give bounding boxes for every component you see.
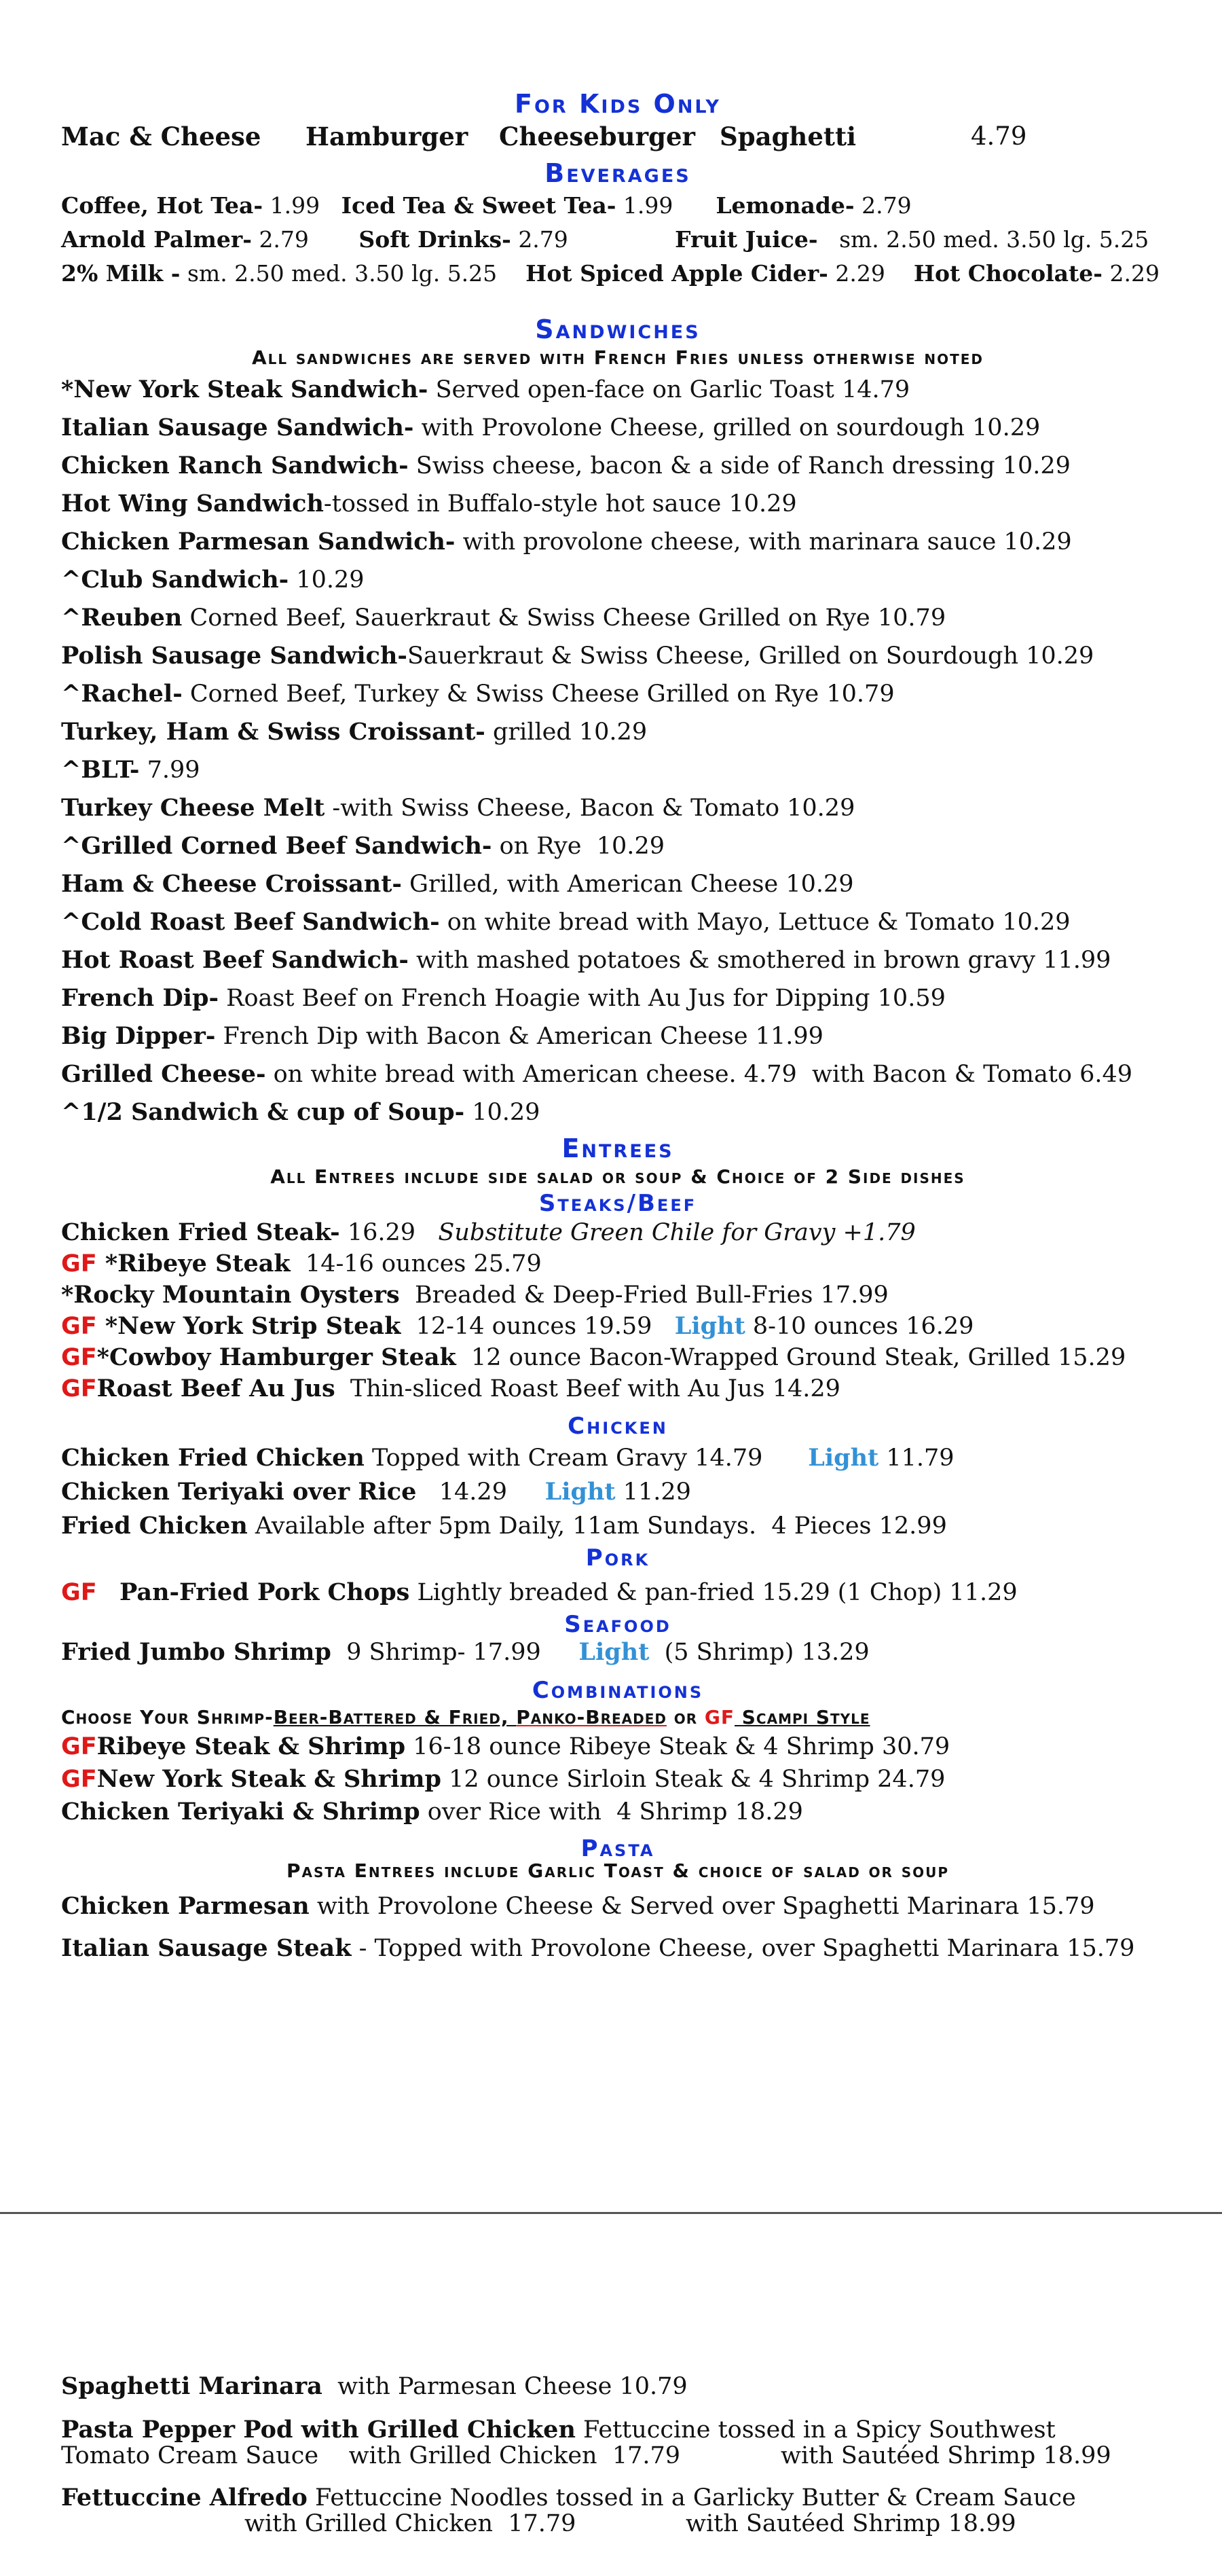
- sandwich-list: [61, 371, 1174, 1131]
- steak-list: [61, 1217, 1174, 1404]
- item-desc: -tossed in Buffalo-style hot sauce 10.29: [323, 490, 797, 518]
- beverages-heading: Beverages: [544, 158, 691, 188]
- item-desc: Swiss cheese, bacon & a side of Ranch dressing 10.29: [408, 452, 1071, 479]
- item-name: Chicken Ranch Sandwich-: [61, 452, 409, 479]
- menu-item: [61, 1055, 1174, 1093]
- item-desc: French Dip with Bacon & American Cheese 11.99: [215, 1023, 823, 1050]
- menu-page-1: [61, 88, 1174, 1970]
- menu-item: [61, 409, 1174, 447]
- menu-item: [61, 1248, 1174, 1280]
- menu-item: [61, 1311, 1174, 1342]
- menu-item: [61, 789, 1174, 827]
- item-desc: Sauerkraut & Swiss Cheese, Grilled on Sourdough 10.29: [407, 642, 1094, 670]
- item-note: Substitute Green Chile for Gravy +1.79: [438, 1219, 916, 1246]
- item-name: ^Grilled Corned Beef Sandwich-: [61, 832, 492, 860]
- menu-item: [61, 485, 1174, 523]
- item-name: Polish Sausage Sandwich-: [61, 642, 407, 670]
- beverage-name: Lemonade-: [716, 192, 855, 219]
- sandwiches-heading: Sandwiches: [535, 314, 701, 344]
- beverage-name: Hot Spiced Apple Cider-: [525, 260, 828, 287]
- gluten-free-badge: GF: [61, 1250, 105, 1277]
- menu-item: [61, 751, 1174, 789]
- pasta-note: Pasta Entrees include Garlic Toast & choice of salad or soup: [286, 1860, 949, 1882]
- item-name: Chicken Parmesan: [61, 1892, 310, 1920]
- item-name: Fettuccine Alfredo: [61, 2484, 308, 2511]
- item-name: *Ribeye Steak: [105, 1250, 291, 1277]
- item-name: Turkey, Ham & Swiss Croissant-: [61, 718, 485, 746]
- menu-item: [61, 2417, 1174, 2443]
- menu-item: [61, 1885, 1174, 1927]
- beverage-price: sm. 2.50 med. 3.50 lg. 5.25: [839, 226, 1149, 253]
- combo-note-text: or: [666, 1706, 705, 1728]
- menu-item: [61, 1017, 1174, 1055]
- item-desc: 14-16 ounces 25.79: [290, 1250, 542, 1277]
- beverage-price: sm. 2.50 med. 3.50 lg. 5.25: [187, 260, 498, 287]
- item-option: Tomato Cream Sauce with Grilled Chicken 17.79: [61, 2442, 681, 2469]
- menu-item: [61, 1280, 1174, 1311]
- item-desc: Lightly breaded & pan-fried 15.29 (1 Chop) 11.29: [409, 1579, 1018, 1606]
- page-divider: [0, 2212, 1222, 2214]
- chicken-heading: Chicken: [568, 1413, 668, 1440]
- gluten-free-badge: GF: [61, 1733, 97, 1760]
- beverage-price: 2.79: [259, 226, 309, 253]
- combinations-note: [61, 1705, 1174, 1730]
- item-option: with Sautéed Shrimp 18.99: [686, 2510, 1016, 2537]
- menu-item: [61, 1573, 1174, 1612]
- item-desc: Fettuccine tossed in a Spicy Southwest: [575, 2416, 1056, 2444]
- item-name: Ribeye Steak & Shrimp: [96, 1733, 406, 1760]
- gluten-free-badge: GF: [61, 1344, 97, 1371]
- item-name: Fried Jumbo Shrimp: [61, 1638, 331, 1666]
- item-name: Chicken Parmesan Sandwich-: [61, 528, 456, 556]
- item-name: Chicken Teriyaki over Rice: [61, 1478, 417, 1506]
- item-desc: on white bread with Mayo, Lettuce & Tomato 10.29: [439, 909, 1071, 936]
- light-portion-desc: 11.79: [878, 1445, 955, 1472]
- kids-heading: For Kids Only: [515, 89, 721, 119]
- item-name: Chicken Fried Chicken: [61, 1444, 365, 1472]
- item-desc: 12-14 ounces 19.59: [401, 1313, 675, 1340]
- menu-item: [61, 903, 1174, 941]
- item-desc: with Parmesan Cheese 10.79: [322, 2373, 688, 2400]
- item-desc: 12 ounce Bacon-Wrapped Ground Steak, Grilled 15.29: [456, 1344, 1126, 1371]
- menu-item: [61, 1342, 1174, 1373]
- item-name: Fried Chicken: [61, 1512, 248, 1540]
- kids-item: Hamburger: [306, 122, 468, 151]
- menu-item: [61, 561, 1174, 599]
- item-name: Italian Sausage Sandwich-: [61, 414, 414, 441]
- item-option: with Grilled Chicken 17.79: [244, 2510, 576, 2537]
- item-name: Italian Sausage Steak: [61, 1934, 352, 1962]
- menu-item: [61, 1093, 1174, 1131]
- beverage-name: Hot Chocolate-: [913, 260, 1103, 287]
- item-name: New York Steak & Shrimp: [96, 1765, 441, 1793]
- item-desc: Grilled, with American Cheese 10.29: [401, 871, 854, 898]
- menu-item: [61, 1217, 1174, 1248]
- gluten-free-badge: GF: [61, 1375, 97, 1402]
- steaks-heading: Steaks/Beef: [538, 1190, 697, 1217]
- item-desc: -with Swiss Cheese, Bacon & Tomato 10.29: [325, 795, 855, 822]
- item-desc: 10.29: [289, 566, 365, 594]
- combo-note-text: Panko-Breaded: [516, 1706, 667, 1728]
- item-desc: Served open-face on Garlic Toast 14.79: [428, 376, 910, 403]
- menu-item: [61, 523, 1174, 561]
- menu-item-options: [61, 2443, 1174, 2469]
- beverage-price: 1.99: [623, 192, 673, 219]
- menu-item: [61, 865, 1174, 903]
- item-desc: Thin-sliced Roast Beef with Au Jus 14.29: [335, 1375, 840, 1402]
- light-portion-label: Light: [808, 1444, 879, 1472]
- beverage-price: 2.29: [1109, 260, 1160, 287]
- light-portion-label: Light: [544, 1478, 616, 1506]
- menu-item: [61, 2374, 1174, 2399]
- beverage-price: 1.99: [270, 192, 320, 219]
- item-desc: Corned Beef, Turkey & Swiss Cheese Grilled on Rye 10.79: [182, 681, 895, 708]
- item-desc: Roast Beef on French Hoagie with Au Jus for Dipping 10.59: [218, 985, 946, 1012]
- menu-item: [61, 675, 1174, 713]
- light-portion-label: Light: [578, 1638, 650, 1666]
- item-desc: Breaded & Deep-Fried Bull-Fries 17.99: [399, 1282, 889, 1309]
- menu-item: [61, 371, 1174, 409]
- item-name: ^Club Sandwich-: [61, 566, 289, 594]
- beverage-name: Arnold Palmer-: [61, 226, 252, 253]
- item-name: *Cowboy Hamburger Steak: [96, 1343, 456, 1371]
- menu-item: [61, 1509, 1174, 1543]
- beverage-name: 2% Milk -: [61, 260, 181, 287]
- combo-note-text: Beer-Battered & Fried,: [273, 1706, 517, 1728]
- kids-item: Cheeseburger: [499, 122, 695, 151]
- menu-item: [61, 1441, 1174, 1475]
- item-name: Spaghetti Marinara: [61, 2372, 322, 2400]
- item-name: Ham & Cheese Croissant-: [61, 870, 402, 898]
- pasta-heading: Pasta: [580, 1835, 655, 1862]
- gluten-free-badge: GF: [61, 1766, 97, 1793]
- menu-item: [61, 1796, 1174, 1828]
- item-desc: over Rice with 4 Shrimp 18.29: [420, 1798, 803, 1826]
- light-portion-desc: 11.29: [615, 1479, 691, 1506]
- sandwiches-note: All sandwiches are served with French Fries unless otherwise noted: [251, 346, 984, 369]
- beverage-name: Fruit Juice-: [675, 226, 818, 253]
- item-desc: Corned Beef, Sauerkraut & Swiss Cheese Grilled on Rye 10.79: [182, 604, 946, 632]
- item-name: Big Dipper-: [61, 1022, 216, 1050]
- item-desc: 16.29: [339, 1219, 439, 1246]
- light-portion-desc: (5 Shrimp) 13.29: [649, 1639, 870, 1666]
- entrees-note: All Entrees include side salad or soup & Choice of 2 Side dishes: [270, 1165, 965, 1188]
- menu-item: [61, 599, 1174, 637]
- item-name: Chicken Fried Steak-: [61, 1218, 340, 1246]
- menu-item: [61, 1763, 1174, 1796]
- beverage-name: Soft Drinks-: [358, 226, 511, 253]
- item-desc: 16-18 ounce Ribeye Steak & 4 Shrimp 30.79: [405, 1733, 950, 1760]
- item-desc: Fettuccine Noodles tossed in a Garlicky Butter & Cream Sauce: [307, 2484, 1076, 2511]
- item-desc: 12 ounce Sirloin Steak & 4 Shrimp 24.79: [441, 1766, 946, 1793]
- item-desc: on white bread with American cheese. 4.79 with Bacon & Tomato 6.49: [265, 1061, 1133, 1088]
- menu-item: [61, 979, 1174, 1017]
- item-name: ^1/2 Sandwich & cup of Soup-: [61, 1098, 465, 1126]
- item-name: *New York Strip Steak: [105, 1312, 401, 1340]
- kids-item: Mac & Cheese: [61, 122, 261, 151]
- kids-item: Spaghetti: [720, 122, 857, 151]
- item-name: Roast Beef Au Jus: [96, 1375, 335, 1402]
- item-name: Hot Wing Sandwich: [61, 490, 324, 518]
- item-desc: with mashed potatoes & smothered in brown gravy 11.99: [408, 947, 1111, 974]
- beverage-line: [61, 189, 1174, 223]
- item-name: Chicken Teriyaki & Shrimp: [61, 1798, 420, 1826]
- beverage-price: 2.29: [835, 260, 885, 287]
- item-name: ^Cold Roast Beef Sandwich-: [61, 908, 440, 936]
- combo-list: [61, 1730, 1174, 1828]
- item-option: with Sautéed Shrimp 18.99: [781, 2442, 1111, 2469]
- pasta-list: [61, 1885, 1174, 1970]
- menu-item: [61, 1637, 1174, 1668]
- menu-item: [61, 1927, 1174, 1970]
- beverage-line: [61, 257, 1174, 291]
- menu-item: [61, 637, 1174, 675]
- beverage-name: Iced Tea & Sweet Tea-: [341, 192, 616, 219]
- item-name: ^BLT-: [61, 756, 140, 784]
- item-desc: 10.29: [464, 1099, 540, 1126]
- combinations-heading: Combinations: [532, 1677, 704, 1704]
- menu-item: [61, 1475, 1174, 1509]
- kids-items: [61, 120, 1174, 153]
- item-desc: on Rye 10.29: [492, 833, 665, 860]
- item-desc: with provolone cheese, with marinara sauce 10.29: [455, 528, 1072, 556]
- item-name: Grilled Cheese-: [61, 1060, 266, 1088]
- menu-item: [61, 941, 1174, 979]
- item-desc: - Topped with Provolone Cheese, over Spaghetti Marinara 15.79: [351, 1935, 1135, 1962]
- entrees-heading: Entrees: [561, 1133, 674, 1163]
- item-desc: with Provolone Cheese & Served over Spaghetti Marinara 15.79: [309, 1893, 1095, 1920]
- combo-note-text: Choose Your Shrimp-: [61, 1706, 274, 1728]
- item-name: Pan-Fried Pork Chops: [119, 1578, 410, 1606]
- item-desc: Available after 5pm Daily, 11am Sundays. 4 Pieces 12.99: [247, 1512, 947, 1540]
- combo-note-text: Scampi Style: [735, 1706, 870, 1728]
- item-name: Turkey Cheese Melt: [61, 794, 325, 822]
- item-desc: grilled 10.29: [485, 719, 648, 746]
- beverage-line: [61, 223, 1174, 257]
- menu-item: [61, 713, 1174, 751]
- item-desc: with Provolone Cheese, grilled on sourdough 10.29: [413, 414, 1041, 441]
- gluten-free-badge: GF: [61, 1579, 97, 1606]
- kids-price: 4.79: [971, 122, 1027, 151]
- beverage-name: Coffee, Hot Tea-: [61, 192, 263, 219]
- beverage-price: 2.79: [518, 226, 568, 253]
- item-desc: 9 Shrimp- 17.99: [331, 1639, 579, 1666]
- menu-item: [61, 2485, 1174, 2511]
- chicken-list: [61, 1441, 1174, 1543]
- menu-item-options: [61, 2511, 1174, 2537]
- item-desc: 14.29: [416, 1479, 545, 1506]
- item-name: *New York Steak Sandwich-: [61, 376, 428, 403]
- item-desc: Topped with Cream Gravy 14.79: [364, 1445, 809, 1472]
- menu-page-2: [61, 2374, 1174, 2537]
- item-name: Pasta Pepper Pod with Grilled Chicken: [61, 2416, 576, 2444]
- item-name: ^Reuben: [61, 604, 183, 632]
- gluten-free-badge: GF: [61, 1313, 105, 1340]
- item-name: Hot Roast Beef Sandwich-: [61, 946, 409, 974]
- pork-heading: Pork: [585, 1544, 650, 1572]
- menu-item: [61, 827, 1174, 865]
- beverage-price: 2.79: [862, 192, 912, 219]
- menu-item: [61, 1730, 1174, 1763]
- item-name: French Dip-: [61, 984, 219, 1012]
- item-desc: 7.99: [139, 757, 200, 784]
- light-portion-desc: 8-10 ounces 16.29: [745, 1313, 974, 1340]
- item-name: ^Rachel-: [61, 680, 183, 708]
- seafood-heading: Seafood: [564, 1611, 671, 1638]
- gluten-free-badge: GF: [704, 1706, 735, 1728]
- light-portion-label: Light: [674, 1312, 745, 1340]
- item-name: *Rocky Mountain Oysters: [61, 1281, 400, 1309]
- menu-item: [61, 447, 1174, 485]
- menu-item: [61, 1373, 1174, 1404]
